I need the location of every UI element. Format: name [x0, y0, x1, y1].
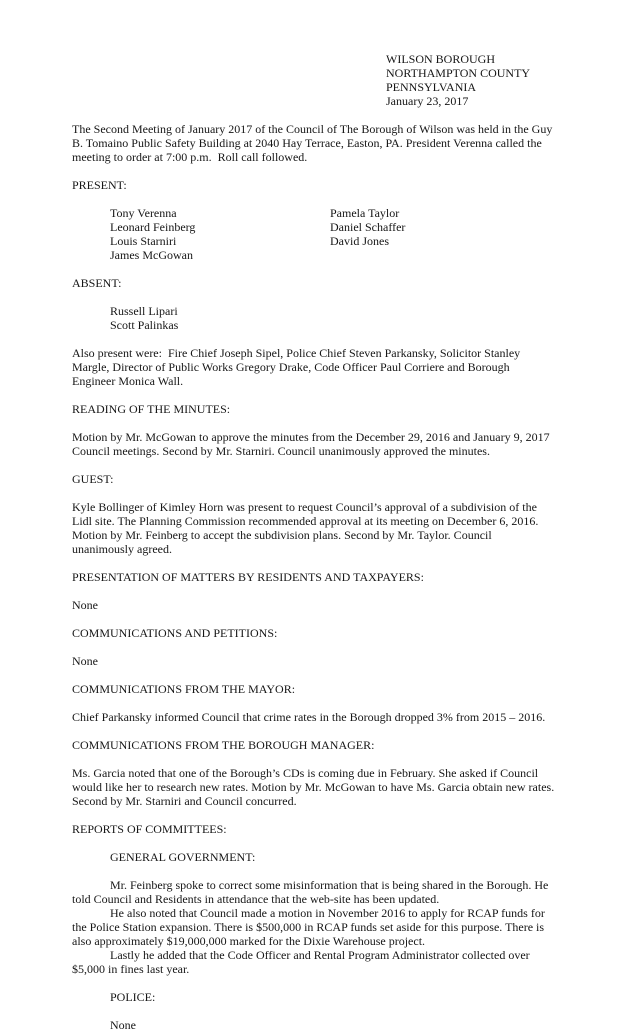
absent-name: Russell Lipari [110, 304, 178, 318]
guest-body: Kyle Bollinger of Kimley Horn was present to request Council’s approval of a subdivision of the Lidl site. The Planning Commission recommended approval at its meeting on December 6, 2016. Motion by Mr. Feinberg to accept the subdivision plans. Second by Mr. Taylor. Council unanimously agreed. [72, 500, 542, 556]
presentation-matters-heading: PRESENTATION OF MATTERS BY RESIDENTS AND TAXPAYERS: [72, 570, 424, 584]
police-body: None [110, 1018, 136, 1032]
communications-manager-body: Ms. Garcia noted that one of the Borough’s CDs is coming due in February. She asked if Council would like her to research new rates. Motion by Mr. McGowan to have Ms. Garcia obtain new rates. Second by Mr. Starniri and Council concurred. [72, 766, 558, 808]
general-government-paragraph: Lastly he added that the Code Officer and Rental Program Administrator collected over $5,000 in fines last year. [72, 948, 533, 976]
present-name: James McGowan [110, 248, 193, 262]
general-government-paragraph: Mr. Feinberg spoke to correct some misinformation that is being shared in the Borough. He told Council and Residents in attendance that the web-site has been updated. [72, 878, 552, 906]
present-column-2 [330, 206, 555, 262]
communications-petitions-body: None [72, 654, 98, 668]
present-heading: PRESENT: [72, 178, 127, 192]
present-name: Tony Verenna [110, 206, 177, 220]
guest-heading: GUEST: [72, 472, 114, 486]
general-government-heading: GENERAL GOVERNMENT: [110, 850, 256, 864]
general-government-body [72, 878, 555, 976]
absent-name-list [110, 304, 555, 332]
communications-mayor-body: Chief Parkansky informed Council that crime rates in the Borough dropped 3% from 2015 – 2016. [72, 710, 546, 724]
general-government-paragraph: He also noted that Council made a motion in November 2016 to apply for RCAP funds for the Police Station expansion. There is $500,000 in RCAP funds set aside for this purpose. There is also approximately $19,000,000 marked for the Dixie Warehouse project. [72, 906, 548, 948]
absent-name: Scott Palinkas [110, 318, 179, 332]
reading-of-minutes-heading: READING OF THE MINUTES: [72, 402, 231, 416]
presentation-matters-body: None [72, 598, 98, 612]
also-present-paragraph: Also present were: Fire Chief Joseph Sipel, Police Chief Steven Parkansky, Solicitor Stanley Margle, Director of Public Works Gregory Drake, Code Officer Paul Corriere and Borough Engineer Monica Wall. [72, 346, 524, 388]
county-name: NORTHAMPTON COUNTY [386, 66, 531, 80]
borough-name: WILSON BOROUGH [386, 52, 495, 66]
reports-of-committees-heading: REPORTS OF COMMITTEES: [72, 822, 227, 836]
present-name: Pamela Taylor [330, 206, 400, 220]
present-name-list [110, 206, 555, 262]
absent-heading: ABSENT: [72, 276, 122, 290]
present-name: Daniel Schaffer [330, 220, 406, 234]
police-heading: POLICE: [110, 990, 156, 1004]
communications-manager-heading: COMMUNICATIONS FROM THE BOROUGH MANAGER: [72, 738, 375, 752]
reading-of-minutes-body: Motion by Mr. McGowan to approve the minutes from the December 29, 2016 and January 9, 2017 Council meetings. Second by Mr. Starniri. Council unanimously approved the minutes. [72, 430, 553, 458]
intro-paragraph: The Second Meeting of January 2017 of the Council of The Borough of Wilson was held in the Guy B. Tomaino Public Safety Building at 2040 Hay Terrace, Easton, PA. President Verenna called the meeting to order at 7:00 p.m. Roll call followed. [72, 122, 556, 164]
communications-petitions-heading: COMMUNICATIONS AND PETITIONS: [72, 626, 278, 640]
document-header [386, 52, 555, 108]
meeting-date: January 23, 2017 [386, 94, 469, 108]
present-name: Louis Starniri [110, 234, 177, 248]
present-column-1 [110, 206, 330, 262]
communications-mayor-heading: COMMUNICATIONS FROM THE MAYOR: [72, 682, 296, 696]
present-name: David Jones [330, 234, 389, 248]
state-name: PENNSYLVANIA [386, 80, 477, 94]
present-name: Leonard Feinberg [110, 220, 196, 234]
